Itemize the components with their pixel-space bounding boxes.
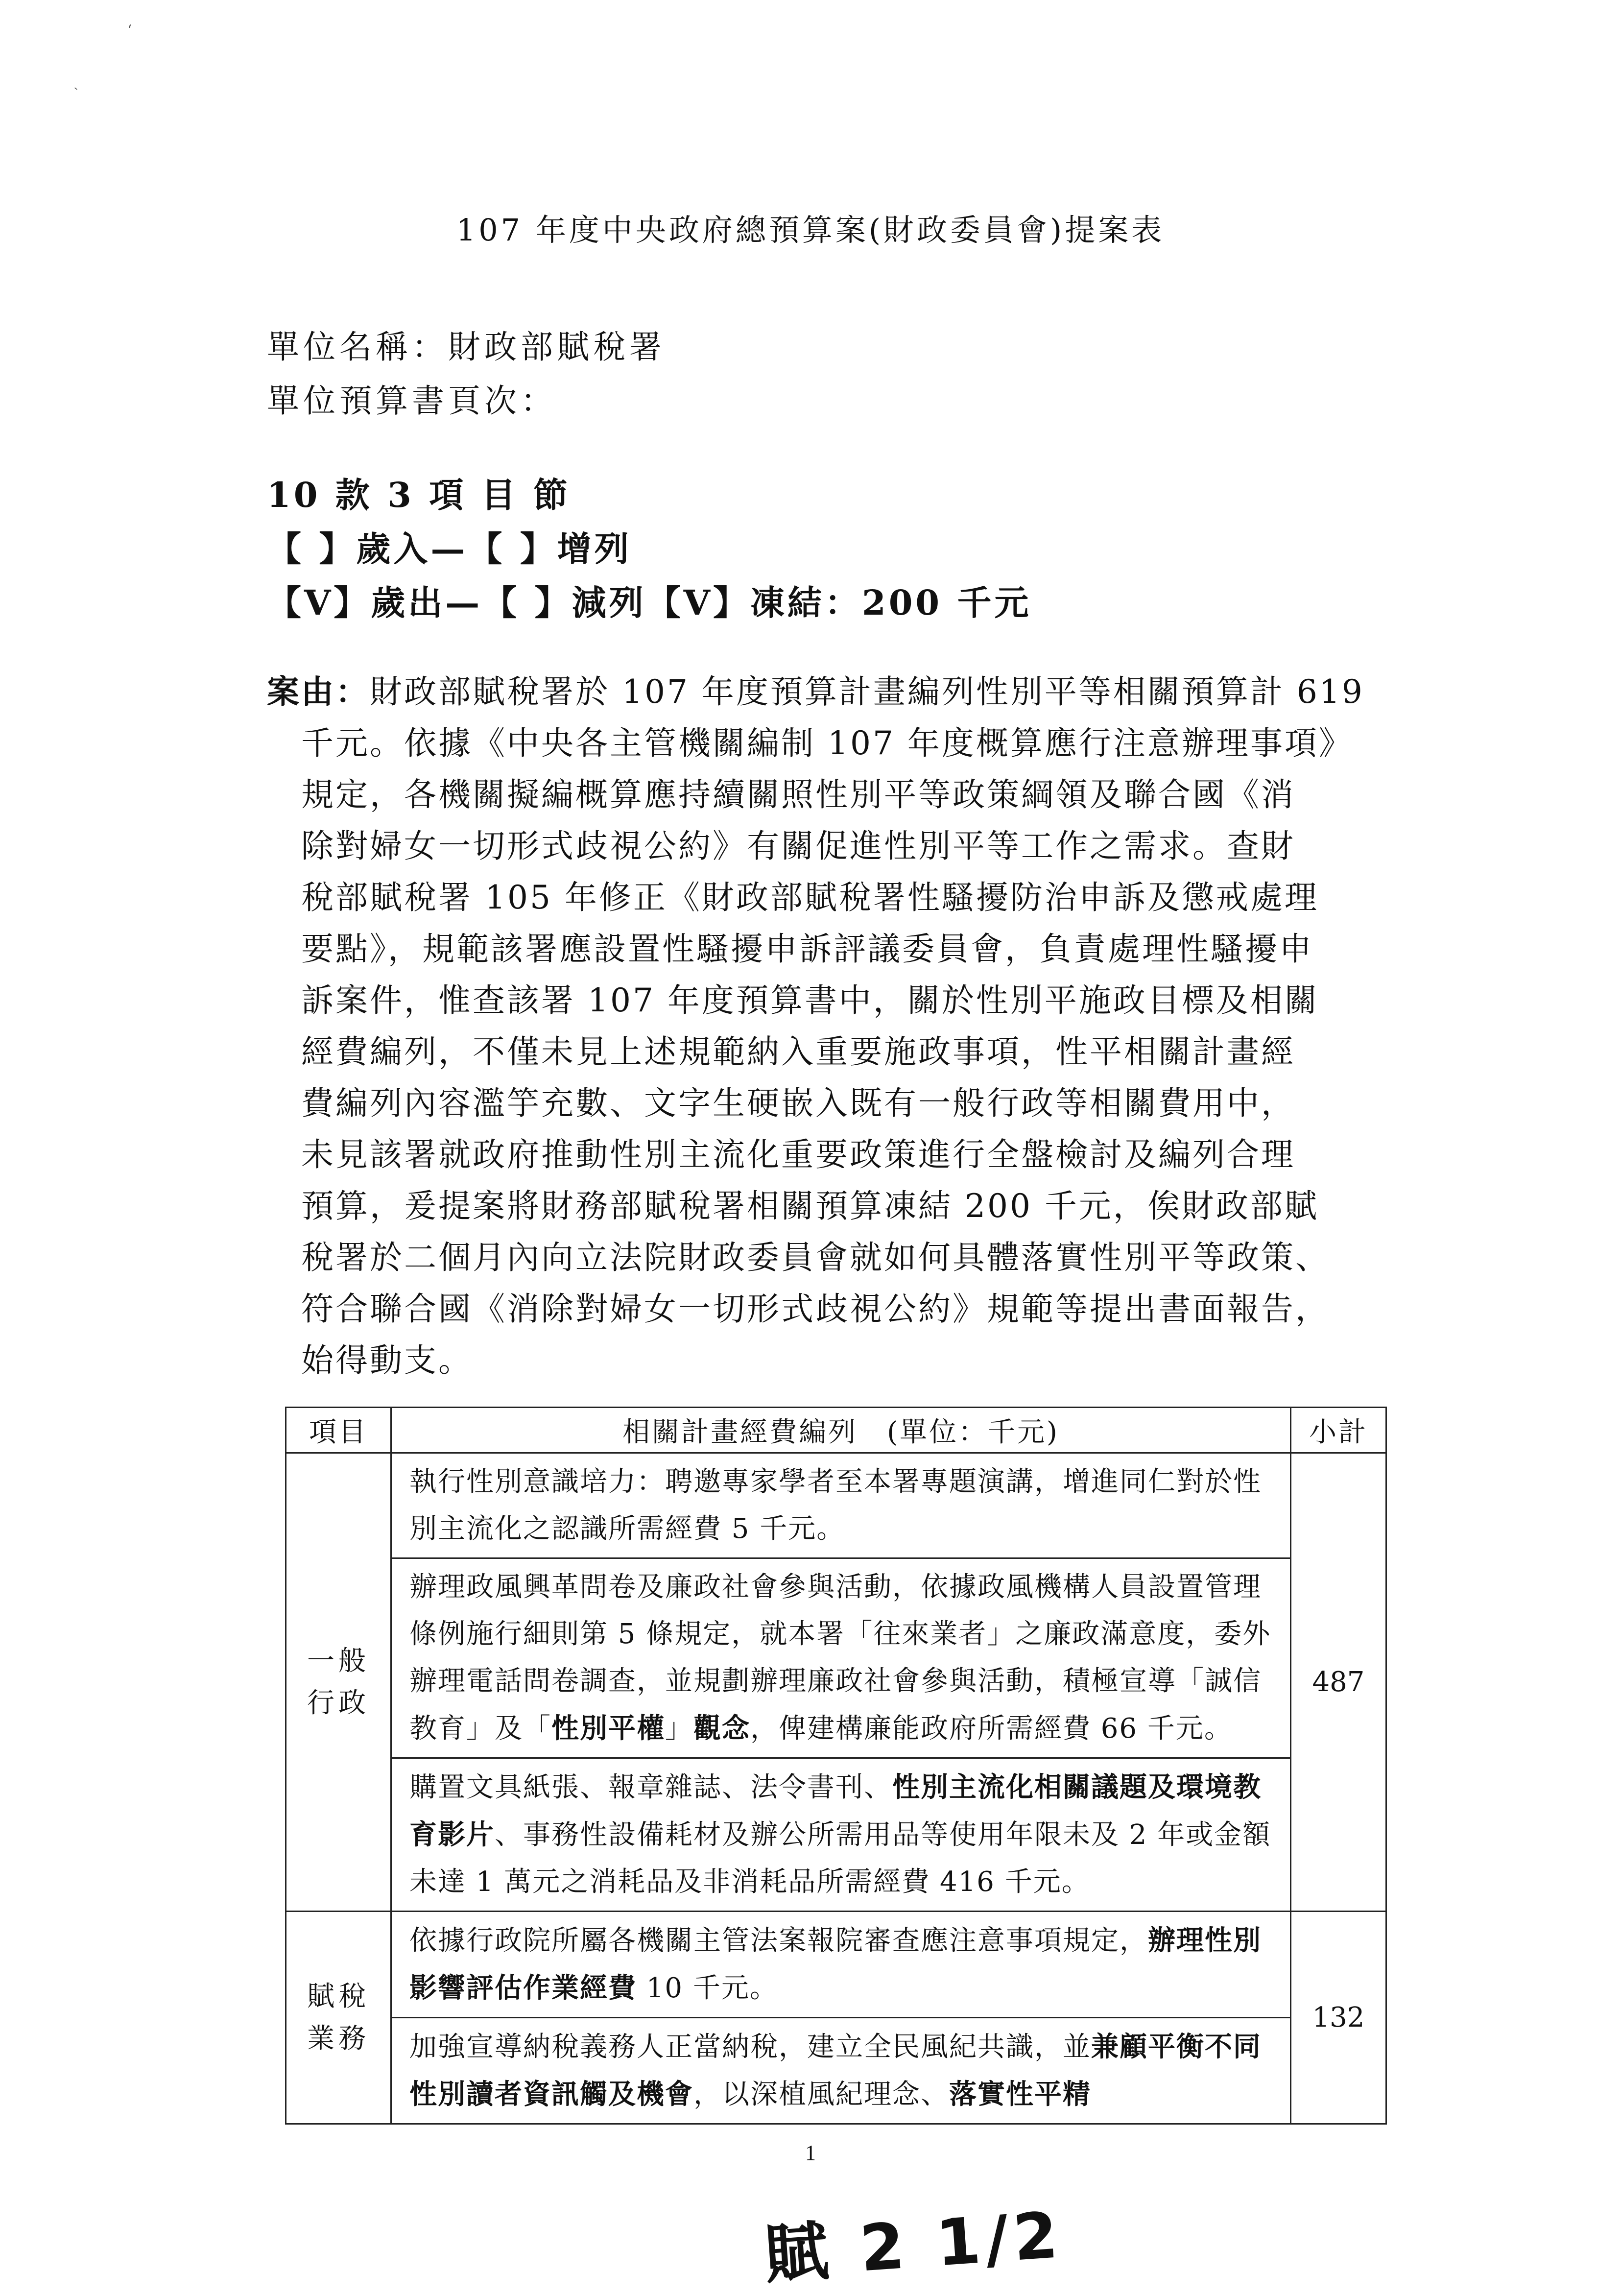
revenue-line: 【 】歲入—【 】增列 [267,528,632,569]
page-number: 1 [805,2141,816,2165]
plan-text: ，以深植風紀理念、 [693,2079,949,2110]
scan-speck: ʻ [127,22,132,39]
plan-text-bold: 觀念 [693,1712,750,1745]
reason-line: 千元。依據《中央各主管機關編制 107 年度概算應行注意辦理事項》 [301,724,1353,762]
handwritten-note: 賦 2 1/2 [762,2197,1065,2293]
table-row [286,1912,1386,2018]
table-row [286,1453,1386,1558]
table-row [286,1558,1386,1758]
subtotal-cell: 132 [1291,1912,1386,2124]
plan-cell [391,1758,1291,1912]
reason-line: 財政部賦稅署於 107 年度預算計畫編列性別平等相關預算計 619 [370,673,1364,711]
plan-text: 、事務性設備耗材及辦公所需用品等使用年限未及 2 年或金額未達 1 萬元之消耗品及非消耗品所需經費 416 千元。 [409,1819,1271,1898]
plan-text: ，俾建構廉能政府所需經費 66 千元。 [750,1713,1233,1745]
plan-cell [391,1453,1291,1558]
reason-line: 規定，各機關擬編概算應持續關照性別平等政策綱領及聯合國《消 [301,776,1295,813]
plan-text: 執行性別意識培力：聘邀專家學者至本署專題演講，增進同仁對於性別主流化之認識所需經費 5 千元。 [409,1466,1262,1545]
plan-text-bold: 性別平權 [551,1712,665,1745]
plan-text: 」 [665,1713,693,1745]
unit-name: 單位名稱：財政部賦稅署 [267,328,666,366]
plan-text-bold: 辦理性別影響評估作業經費 [409,1924,1262,2004]
plan-cell [391,2018,1291,2124]
plan-cell [391,1558,1291,1758]
reason-line: 始得動支。 [301,1341,473,1379]
reason-line: 經費編列，不僅未見上述規範納入重要施政事項，性平相關計畫經 [301,1033,1295,1071]
table-row [286,2018,1386,2124]
reason-line: 預算，爰提案將財務部賦稅署相關預算凍結 200 千元，俟財政部賦 [301,1187,1319,1225]
category-label: 行政 [307,1687,370,1719]
table-row [286,1758,1386,1912]
header-plan: 相關計畫經費編列 (單位：千元) [391,1408,1291,1453]
plan-text: 10 千元。 [637,1972,778,2004]
plan-text-bold: 落實性平精 [949,2078,1091,2110]
reason-first-line [267,666,1457,718]
subtotal-cell: 487 [1291,1453,1386,1912]
category-label: 一般 [307,1645,370,1677]
plan-text: 辦理政風興革問卷及廉政社會參與活動，依據政風機構人員設置管理條例施行細則第 5 條規定，就本署「往來業者」之廉政滿意度，委外辦理電話問卷調查，並規劃辦理廉政社會參與活動，積極宣導「誠信教育」及「 [409,1571,1271,1745]
category-label: 賦稅 [307,1980,370,2012]
reason-label: 案由： [267,672,370,711]
reason-block [267,666,1457,1386]
expenditure-line: 【V】歲出—【 】減列【V】凍結：200 千元 [267,582,1032,623]
reason-line: 未見該署就政府推動性別主流化重要政策進行全盤檢討及編列合理 [301,1136,1295,1173]
reason-line: 符合聯合國《消除對婦女一切形式歧視公約》規範等提出書面報告， [301,1290,1330,1328]
plan-text: 購置文具紙張、報章雜誌、法令書刊、 [409,1771,892,1803]
plan-text: 加強宣導納稅義務人正當納稅，建立全民風紀共識，並 [409,2031,1091,2063]
unit-budget-page: 單位預算書頁次： [267,382,557,420]
table-header-row [286,1408,1386,1453]
plan-text-bold: 兼顧平衡不同性別讀者資訊觸及機會 [409,2031,1262,2110]
budget-table [285,1407,1387,2125]
reason-line: 費編列內容濫竽充數、文字生硬嵌入既有一般行政等相關費用中， [301,1084,1295,1122]
category-general-admin [286,1453,391,1912]
plan-text-bold: 性別主流化相關議題及環境教育影片 [409,1771,1262,1851]
plan-cell [391,1912,1291,2018]
header-item: 項目 [286,1408,391,1453]
reason-line: 除對婦女一切形式歧視公約》有關促進性別平等工作之需求。查財 [301,827,1295,865]
reason-line: 稅署於二個月內向立法院財政委員會就如何具體落實性別平等政策、 [301,1239,1330,1276]
category-tax-affairs [286,1912,391,2124]
reason-line: 訴案件，惟查該署 107 年度預算書中，關於性別平施政目標及相關 [301,981,1319,1019]
document-title: 107 年度中央政府總預算案(財政委員會)提案表 [456,212,1165,248]
header-subtotal: 小計 [1291,1408,1386,1453]
plan-text: 依據行政院所屬各機關主管法案報院審查應注意事項規定， [409,1925,1148,1957]
category-label: 業務 [307,2022,370,2055]
reason-line: 稅部賦稅署 105 年修正《財政部賦稅署性騷擾防治申訴及懲戒處理 [301,879,1319,916]
section-line: 10 款 3 項 目 節 [267,475,571,515]
scan-speck: ˎ [73,73,78,91]
reason-line: 要點》，規範該署應設置性騷擾申訴評議委員會，負責處理性騷擾申 [301,930,1313,968]
